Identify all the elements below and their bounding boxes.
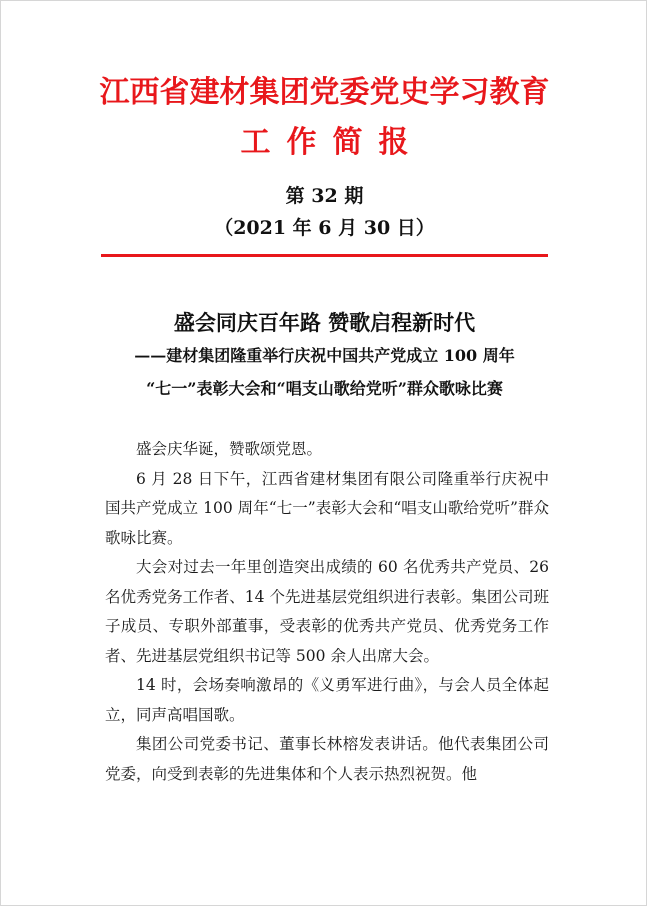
- red-divider-line: [101, 254, 548, 257]
- masthead-title: 江西省建材集团党委党史学习教育: [99, 75, 550, 110]
- article-paragraph: 14 时，会场奏响激昂的《义勇军进行曲》，与会人员全体起立，同声高唱国歌。: [105, 676, 549, 724]
- article-paragraph: 6 月 28 日下午，江西省建材集团有限公司隆重举行庆祝中国共产党成立 100 周年“七一”表彰大会和“唱支山歌给党听”群众歌咏比赛。: [105, 469, 549, 547]
- article-headline: 盛会同庆百年路 赞歌启程新时代: [173, 311, 476, 335]
- masthead-subtitle: 工作简报: [240, 125, 425, 160]
- article-paragraph: 集团公司党委书记、董事长林榕发表讲话。他代表集团公司党委，向受到表彰的先进集体和个人表示热烈祝贺。他: [105, 735, 549, 783]
- article-body: [105, 435, 549, 789]
- issue-number: 第 32 期: [285, 185, 364, 207]
- article-paragraph: 盛会庆华诞，赞歌颂党恩。: [136, 440, 323, 458]
- article-subtitle-line-1: ——建材集团隆重举行庆祝中国共产党成立 100 周年: [134, 346, 515, 365]
- issue-date: （2021 年 6 月 30 日）: [214, 217, 435, 239]
- article-subtitle-line-2: “七一”表彰大会和“唱支山歌给党听”群众歌咏比赛: [146, 379, 503, 398]
- article-paragraph: 大会对过去一年里创造突出成绩的 60 名优秀共产党员、26 名优秀党务工作者、14 个先进基层党组织进行表彰。集团公司班子成员、专职外部董事，受表彰的优秀共产党员、优秀党务工作者、先进基层党组织书记等 500 余人出席大会。: [105, 558, 549, 665]
